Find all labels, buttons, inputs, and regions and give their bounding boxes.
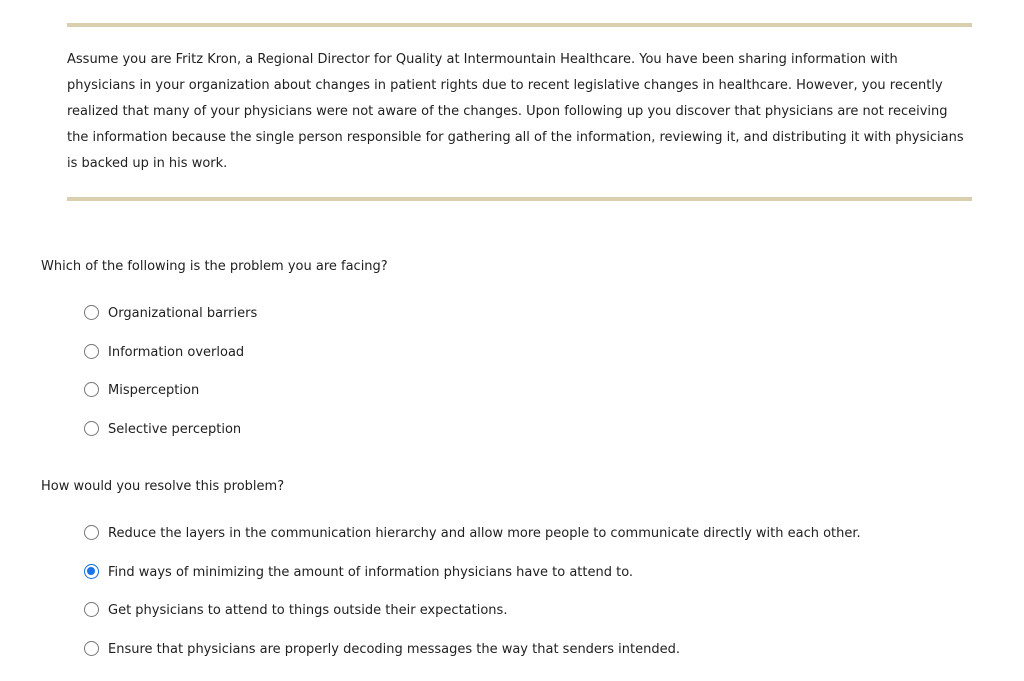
question-1-prompt: Which of the following is the problem you are facing? <box>41 259 388 274</box>
option-attend-outside-expectations[interactable] <box>84 599 861 638</box>
radio-button[interactable] <box>84 525 99 540</box>
radio-button[interactable] <box>84 641 99 656</box>
question-2-prompt: How would you resolve this problem? <box>41 479 285 494</box>
radio-button[interactable] <box>84 602 99 617</box>
passage-top-divider <box>67 23 972 27</box>
option-label[interactable]: Get physicians to attend to things outside their expectations. <box>108 603 508 619</box>
option-proper-decoding[interactable] <box>84 638 861 677</box>
radio-button[interactable] <box>84 344 99 359</box>
radio-button[interactable] <box>84 421 99 436</box>
option-label[interactable]: Ensure that physicians are properly decoding messages the way that senders intended. <box>108 641 680 657</box>
option-reduce-layers[interactable] <box>84 522 861 561</box>
option-minimize-information[interactable] <box>84 561 861 600</box>
radio-button[interactable] <box>84 382 99 397</box>
option-label[interactable]: Selective perception <box>108 421 242 437</box>
option-organizational-barriers[interactable] <box>84 302 257 341</box>
passage-bottom-divider <box>67 197 972 201</box>
scenario-passage: Assume you are Fritz Kron, a Regional Director for Quality at Intermountain Healthcare. You have been sharing information with physicians in your organization about changes in patient rights due to recent legislative changes in healthcare. However, you recently realized that many of your physicians were not aware of the changes. Upon following up you discover that physicians are not receiving the information because the single person responsible for gathering all of the information, reviewing it, and distributing it with physicians is backed up in his work. <box>67 52 964 171</box>
option-selective-perception[interactable] <box>84 418 257 457</box>
option-label[interactable]: Organizational barriers <box>108 305 258 321</box>
option-label[interactable]: Misperception <box>108 383 200 399</box>
option-label[interactable]: Reduce the layers in the communication hierarchy and allow more people to communicate directly with each other. <box>108 525 861 541</box>
question-1-options <box>84 302 257 457</box>
option-information-overload[interactable] <box>84 341 257 380</box>
question-2-options <box>84 522 861 677</box>
option-label[interactable]: Information overload <box>108 344 245 360</box>
radio-button[interactable] <box>84 564 99 579</box>
option-label[interactable]: Find ways of minimizing the amount of information physicians have to attend to. <box>108 564 634 580</box>
radio-button[interactable] <box>84 305 99 320</box>
option-misperception[interactable] <box>84 379 257 418</box>
